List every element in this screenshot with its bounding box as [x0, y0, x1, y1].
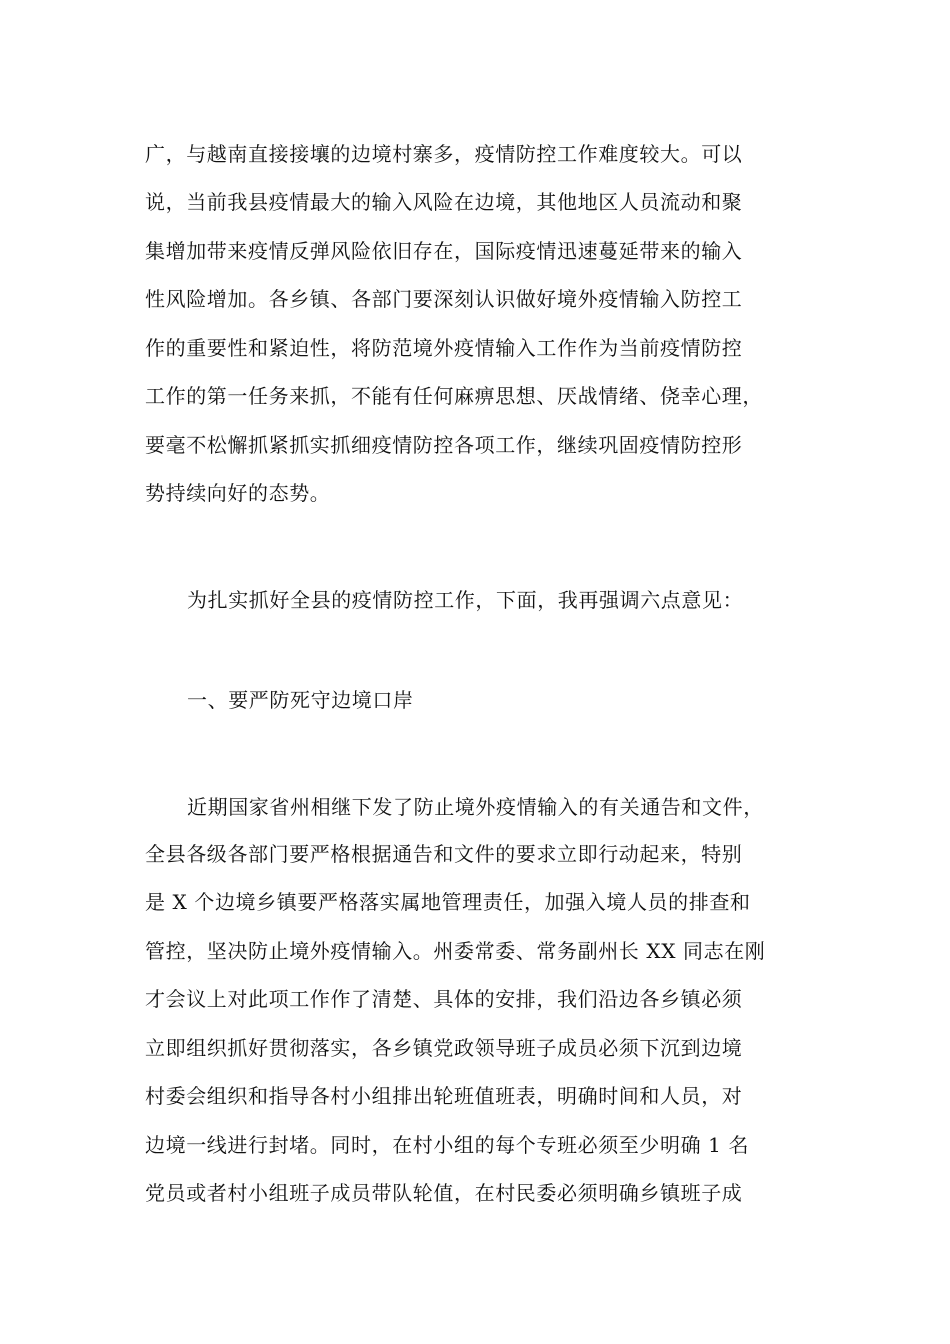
paragraph-3-line-4: 管控，坚决防止境外疫情输入。州委常委、常务副州长 XX 同志在刚	[145, 939, 766, 963]
paragraph-1-line-8: 势持续向好的态势。	[145, 481, 331, 505]
paragraph-3-line-7: 村委会组织和指导各村小组排出轮班值班表，明确时间和人员，对	[145, 1084, 743, 1108]
paragraph-3-line-3: 是 X 个边境乡镇要严格落实属地管理责任，加强入境人员的排查和	[145, 890, 751, 914]
paragraph-3-line-8: 边境一线进行封堵。同时，在村小组的每个专班必须至少明确 1 名	[145, 1133, 750, 1157]
paragraph-3-line-6: 立即组织抓好贯彻落实，各乡镇党政领导班子成员必须下沉到边境	[145, 1036, 743, 1060]
paragraph-1-line-6: 工作的第一任务来抓，不能有任何麻痹思想、厌战情绪、侥幸心理，	[145, 384, 763, 408]
paragraph-1-line-4: 性风险增加。各乡镇、各部门要深刻认识做好境外疫情输入防控工	[145, 287, 743, 311]
paragraph-2-line-1: 为扎实抓好全县的疫情防控工作，下面，我再强调六点意见：	[187, 588, 744, 612]
paragraph-1-line-2: 说，当前我县疫情最大的输入风险在边境，其他地区人员流动和聚	[145, 190, 743, 214]
paragraph-3-line-1: 近期国家省州相继下发了防止境外疫情输入的有关通告和文件，	[187, 795, 764, 819]
paragraph-1-line-7: 要毫不松懈抓紧抓实抓细疫情防控各项工作，继续巩固疫情防控形	[145, 433, 743, 457]
paragraph-3-line-2: 全县各级各部门要严格根据通告和文件的要求立即行动起来，特别	[145, 842, 743, 866]
paragraph-1-line-1: 广，与越南直接接壤的边境村寨多，疫情防控工作难度较大。可以	[145, 142, 743, 166]
paragraph-1-line-5: 作的重要性和紧迫性，将防范境外疫情输入工作作为当前疫情防控	[145, 336, 743, 360]
section-heading-1: 一、要严防死守边境口岸	[187, 688, 414, 712]
paragraph-3-line-5: 才会议上对此项工作作了清楚、具体的安排，我们沿边各乡镇必须	[145, 987, 743, 1011]
paragraph-1-line-3: 集增加带来疫情反弹风险依旧存在，国际疫情迅速蔓延带来的输入	[145, 239, 743, 263]
paragraph-3-line-9: 党员或者村小组班子成员带队轮值，在村民委必须明确乡镇班子成	[145, 1181, 743, 1205]
